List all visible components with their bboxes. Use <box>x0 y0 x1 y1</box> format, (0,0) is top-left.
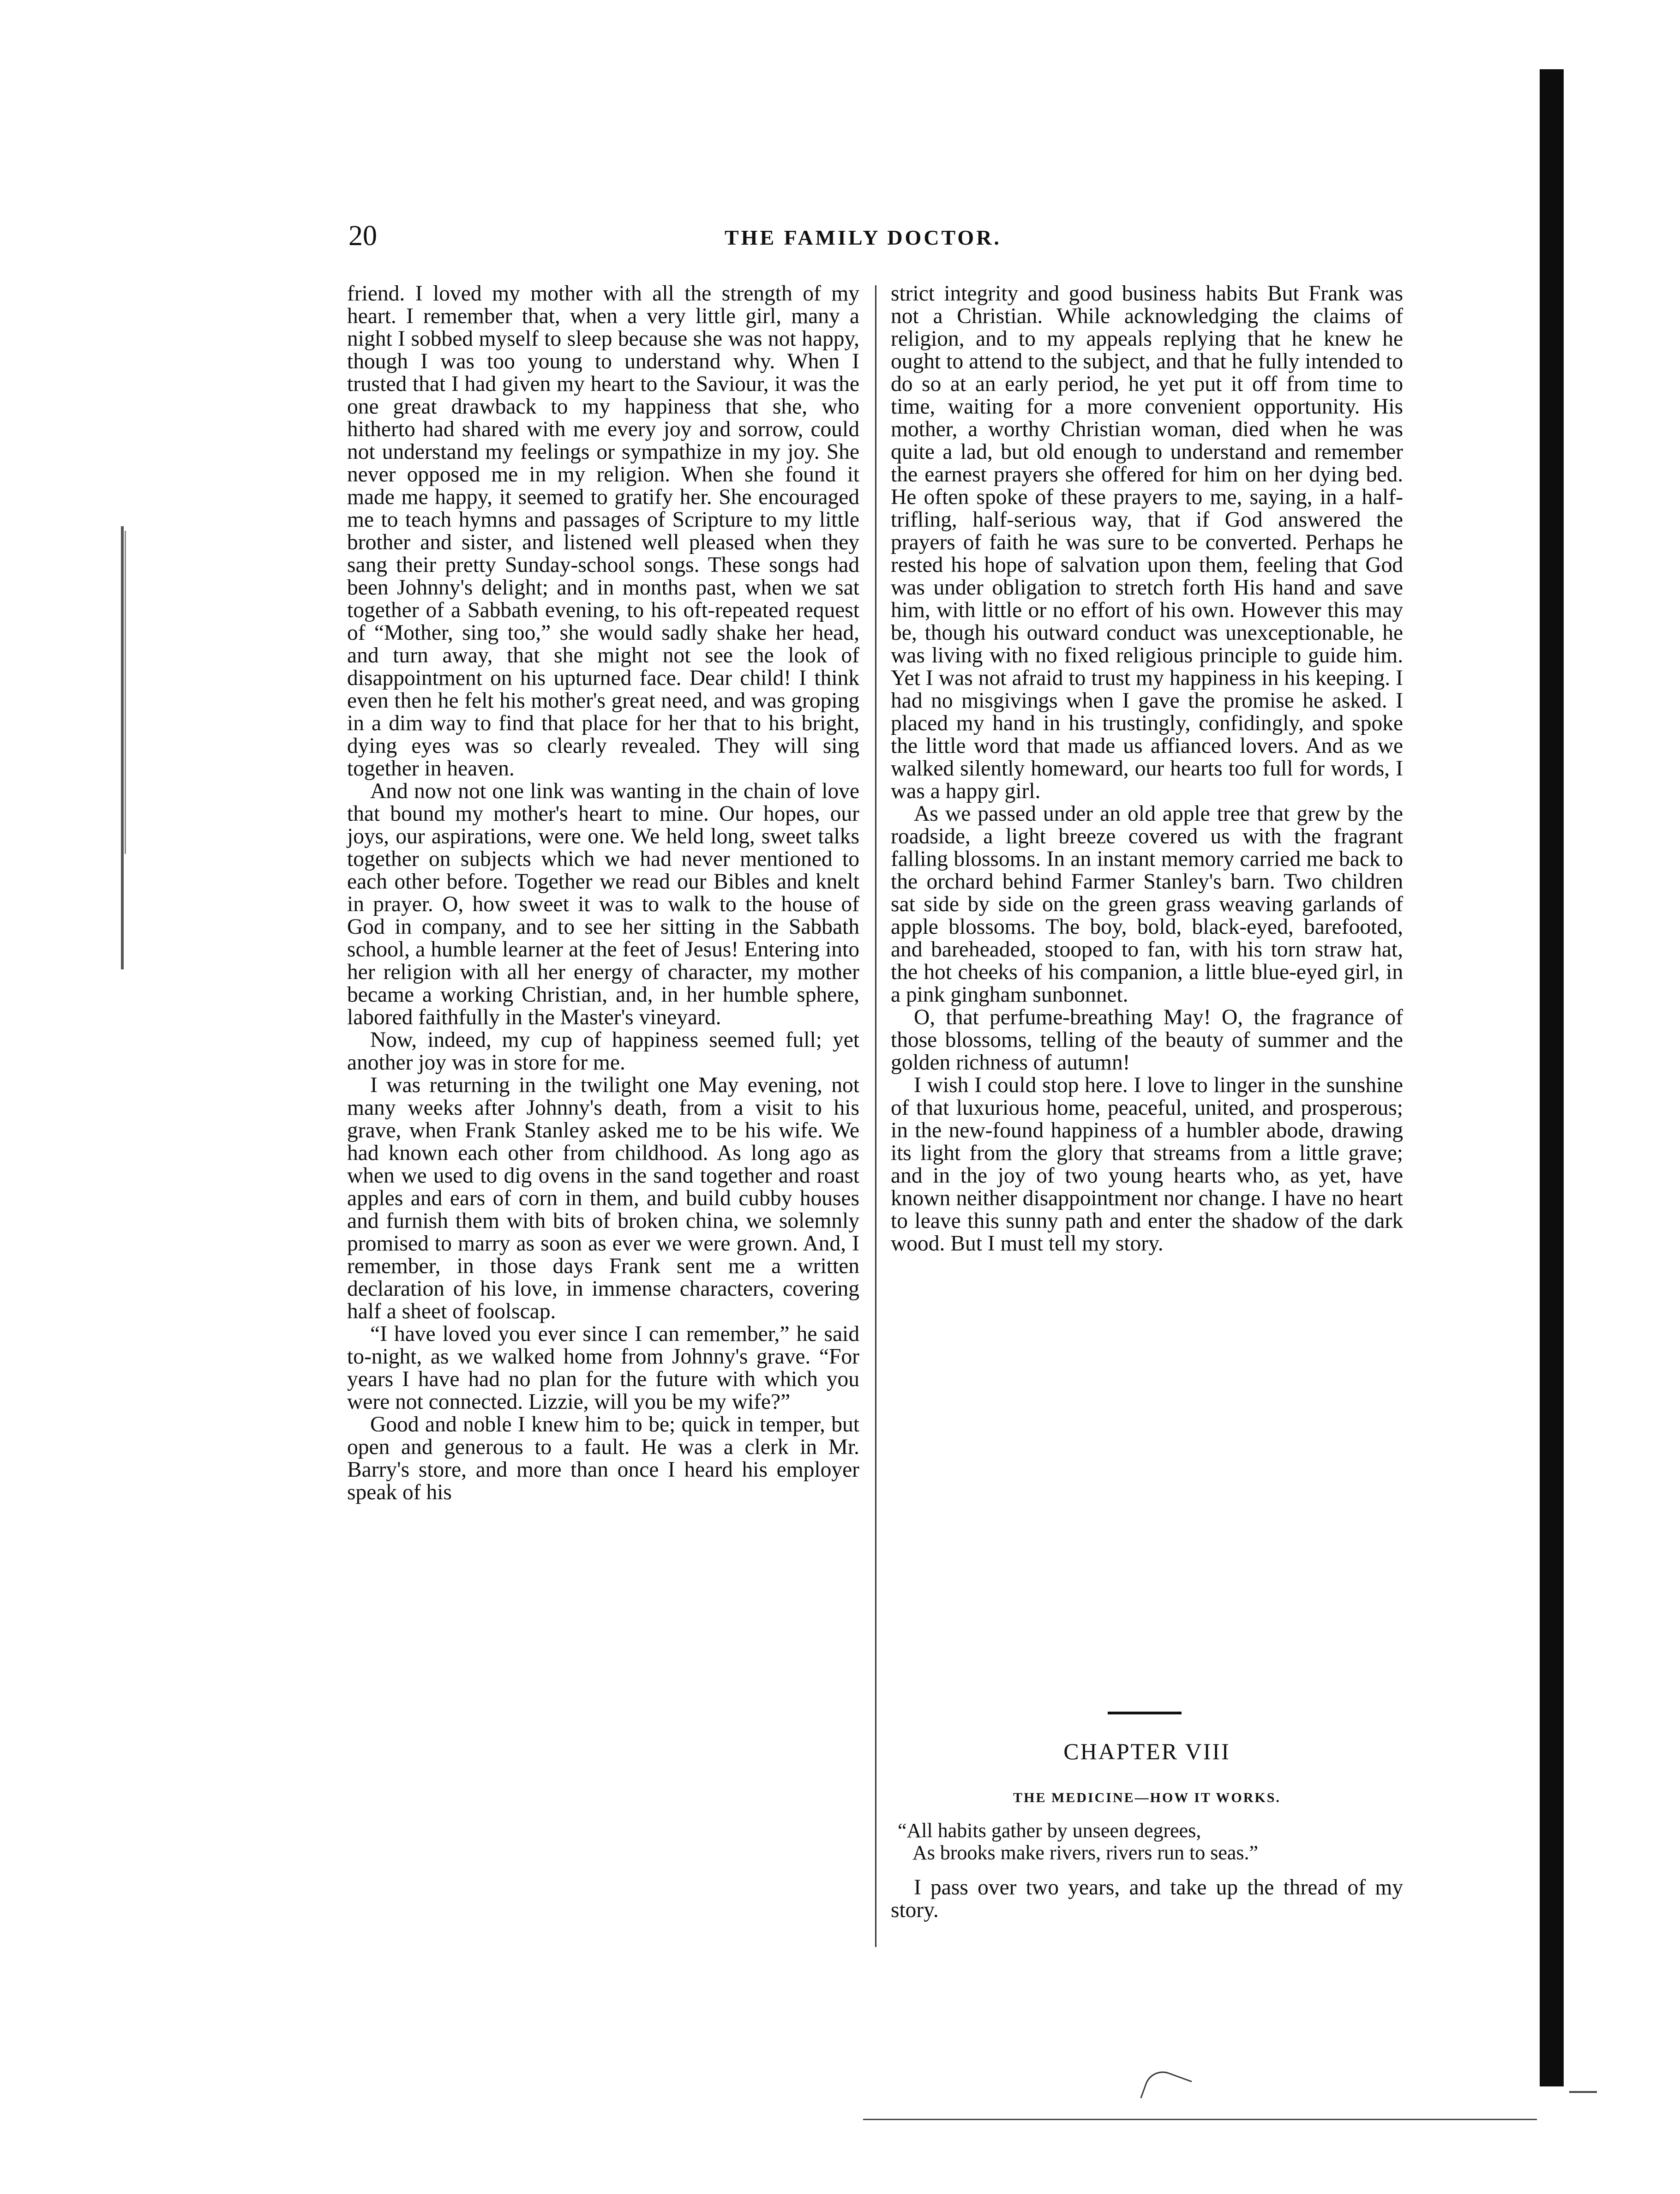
paragraph: strict integrity and good business habits But Frank was not a Christian. While acknowledging the claims of religion, and to my appeals replying that he knew he ought to attend to the subject, and that he fully intended to do so at an early period, he yet put it off from time to time, waiting for a more convenient opportunity. His mother, a worthy Christian woman, died when he was quite a lad, but old enough to understand and remember the earnest prayers she offered for him on her dying bed. He often spoke of these prayers to me, saying, in a half-trifling, half-serious way, that if God answered the prayers of faith he was sure to be converted. Perhaps he rested his hope of salvation upon them, feeling that God was under obligation to stretch forth His hand and save him, with little or no effort of his own. However this may be, though his outward conduct was unexceptionable, he was living with no fixed religious principle to guide him. Yet I was not afraid to trust my happiness in his keeping. I had no misgivings when I gave the promise he asked. I placed my hand in his trustingly, confidingly, and spoke the little word that made us affianced lovers. And as we walked silently homeward, our hearts too full for words, I was a happy girl. <box>891 282 1403 803</box>
scan-mark <box>1569 2091 1597 2093</box>
chapter-opening-paragraph: I pass over two years, and take up the thread of my story. <box>891 1875 1403 1922</box>
epigraph-line: As brooks make rivers, rivers run to seas.” <box>912 1841 1259 1864</box>
page-number: 20 <box>348 220 377 252</box>
epigraph <box>898 1820 1258 1864</box>
paragraph: friend. I loved my mother with all the strength of my heart. I remember that, when a very little girl, many a night I sobbed myself to sleep because she was not happy, though I was too young to understand why. When I trusted that I had given my heart to the Saviour, it was the one great drawback to my happiness that she, who hitherto had shared with me every joy and sorrow, could not understand my feelings or sympathize in my joy. She never opposed me in my religion. When she found it made me happy, it seemed to gratify her. She encouraged me to teach hymns and passages of Scripture to my little brother and sister, and listened well pleased when they sang their pretty Sunday-school songs. These songs had been Johnny's delight; and in months past, when we sat together of a Sabbath evening, to his oft-repeated request of “Mother, sing too,” she would sadly shake her head, and turn away, that she might not see the look of disappointment on his upturned face. Dear child! I think even then he felt his mother's great need, and was groping in a dim way to find that place for her that to his bright, dying eyes was so clearly revealed. They will sing together in heaven. <box>347 282 859 781</box>
epigraph-line: “All habits gather by unseen degrees, <box>898 1819 1201 1842</box>
paragraph: As we passed under an old apple tree that grew by the roadside, a light breeze covered us with the fragrant falling blossoms. In an instant memory carried me back to the orchard behind Farmer Stanley's barn. Two children sat side by side on the green grass weaving garlands of apple blossoms. The boy, bold, black-eyed, barefooted, and bareheaded, stooped to fan, with his torn straw hat, the hot cheeks of his companion, a little blue-eyed girl, in a pink gingham sunbonnet. <box>891 802 1403 1007</box>
chapter-title: CHAPTER VIII <box>1063 1738 1230 1764</box>
paragraph: O, that perfume-breathing May! O, the fragrance of those blossoms, telling of the beauty of summer and the golden richness of autumn! <box>891 1005 1403 1075</box>
paragraph: I was returning in the twilight one May evening, not many weeks after Johnny's death, from a visit to his grave, when Frank Stanley asked me to be his wife. We had known each other from childhood. As long ago as when we used to dig ovens in the sand together and roast apples and ears of corn in them, and build cubby houses and furnish them with bits of broken china, we solemnly promised to marry as soon as ever we were grown. And, I remember, in those days Frank sent me a written declaration of his love, in immense characters, covering half a sheet of foolscap. <box>347 1073 859 1323</box>
left-column <box>347 283 859 1504</box>
paragraph: Now, indeed, my cup of happiness seemed full; yet another joy was in store for me. <box>347 1028 859 1075</box>
running-title: THE FAMILY DOCTOR. <box>725 226 1002 249</box>
right-column <box>891 283 1403 1255</box>
paragraph: I wish I could stop here. I love to linger in the sunshine of that luxurious home, peaceful, united, and prosperous; in the new-found happiness of a humbler abode, drawing its light from the glory that streams from a little grave; and in the joy of two young hearts who, as yet, have known neither disappointment nor change. I have no heart to leave this sunny path and enter the shadow of the dark wood. But I must tell my story. <box>891 1073 1403 1256</box>
scan-mark <box>121 526 124 969</box>
chapter-subtitle: THE MEDICINE—HOW IT WORKS. <box>1013 1790 1281 1805</box>
scan-mark <box>125 531 126 854</box>
paragraph: And now not one link was wanting in the chain of love that bound my mother's heart to mine. Our hopes, our joys, our aspirations, were one. We held long, sweet talks together on subjects which we had never mentioned to each other before. Together we read our Bibles and knelt in prayer. O, how sweet it was to walk to the house of God in company, and to see her sitting in the Sabbath school, a humble learner at the feet of Jesus! Entering into her religion with all her energy of character, my mother became a working Christian, and, in her humble sphere, labored faithfully in the Master's vineyard. <box>347 779 859 1029</box>
scan-mark <box>863 2119 1537 2120</box>
paragraph: “I have loved you ever since I can remember,” he said to-night, as we walked home from Johnny's grave. “For years I have had no plan for the future with which you were not connected. Lizzie, will you be my wife?” <box>347 1322 859 1414</box>
paragraph: Good and noble I knew him to be; quick in temper, but open and generous to a fault. He was a clerk in Mr. Barry's store, and more than once I heard his employer speak of his <box>347 1413 859 1504</box>
scan-edge-bar <box>1540 69 1564 2086</box>
scan-mark <box>1140 2066 1192 2112</box>
chapter-divider <box>1108 1712 1182 1714</box>
column-divider <box>875 285 876 1947</box>
